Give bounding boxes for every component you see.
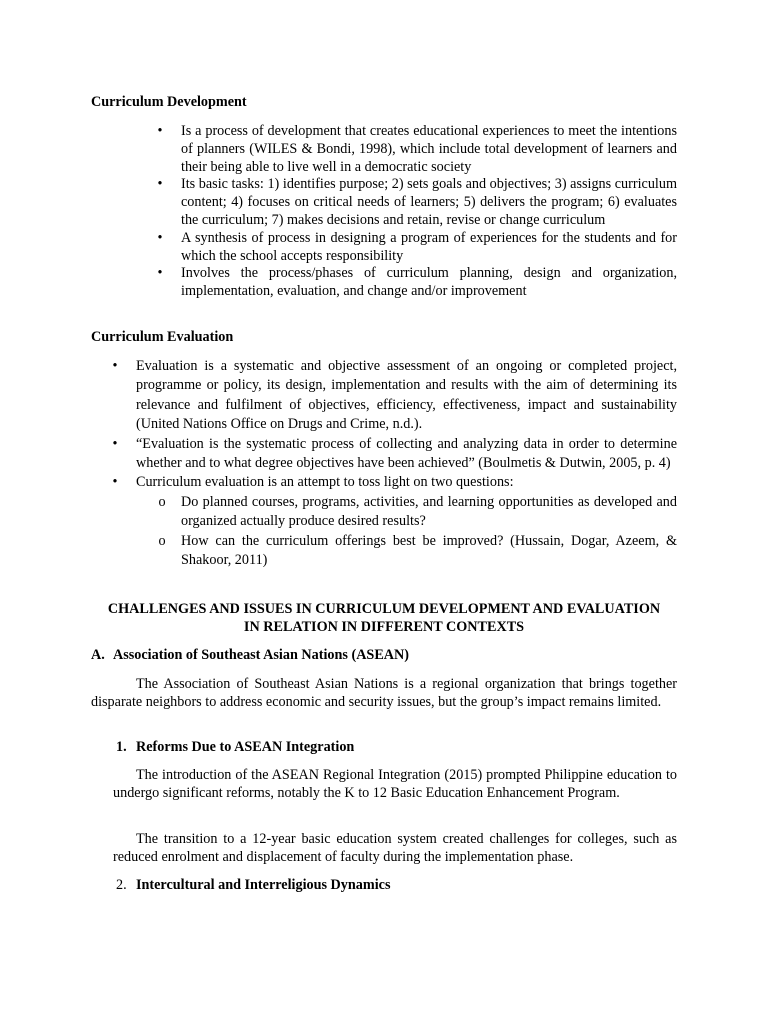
challenges-title-line2: IN RELATION IN DIFFERENT CONTEXTS	[243, 618, 525, 635]
list-item	[110, 435, 677, 474]
sub-list-item	[110, 532, 677, 571]
list-item-text: Involves the process/phases of curriculum planning, design and organization, implementation, evaluation, and change and/or improvement	[181, 265, 677, 300]
list-item	[155, 123, 677, 176]
item2-title: Intercultural and Interreligious Dynamics	[136, 877, 391, 893]
challenges-title-line1: CHALLENGES AND ISSUES IN CURRICULUM DEVELOPMENT AND EVALUATION	[107, 601, 661, 617]
list-item-text: A synthesis of process in designing a program of experiences for the students and for which the school accepts responsibility	[181, 229, 677, 264]
list-item	[155, 230, 677, 266]
section-a-paragraph: The Association of Southeast Asian Nations is a regional organization that brings together disparate neighbors to address economic and security issues, but the group’s impact remains limited.	[91, 676, 677, 710]
bullet-icon: •	[112, 358, 118, 374]
list-item	[110, 357, 677, 435]
list-item-text: Evaluation is a systematic and objective assessment of an ongoing or completed project, programme or policy, its design, implementation and results with the aim of determining its relevance and fulfilment of objectives, efficiency, effectiveness, impact and sustainability (United Nations Office on Drugs and Crime, n.d.).	[136, 358, 677, 433]
curriculum-development-list	[155, 123, 677, 301]
list-item-text: Is a process of development that creates educational experiences to meet the intentions of planners (WILES & Bondi, 1998), which include total development of learners and their being able to live well in a democratic society	[181, 123, 677, 175]
heading-curriculum-development: Curriculum Development	[91, 94, 247, 110]
item1-title: Reforms Due to ASEAN Integration	[136, 739, 355, 755]
bullet-icon: •	[112, 474, 118, 491]
curriculum-evaluation-list	[110, 357, 677, 570]
challenges-title	[80, 601, 688, 637]
list-item-text: Curriculum evaluation is an attempt to toss light on two questions:	[136, 474, 514, 491]
sub-list-item	[110, 493, 677, 532]
item2-marker: 2.	[116, 877, 127, 893]
sub-bullet-icon: o	[158, 493, 166, 510]
item1-paragraph2: The transition to a 12-year basic education system created challenges for colleges, such as reduced enrolment and displacement of faculty during the implementation phase.	[113, 831, 677, 865]
list-item	[110, 473, 677, 492]
bullet-icon: •	[157, 229, 163, 246]
bullet-icon: •	[157, 265, 163, 282]
sub-list-item-text: Do planned courses, programs, activities, and learning opportunities as developed and organized actually produce desired results?	[181, 493, 677, 530]
bullet-icon: •	[112, 435, 118, 452]
list-item-text: Its basic tasks: 1) identifies purpose; 2) sets goals and objectives; 3) assigns curriculum content; 4) focuses on critical needs of learners; 5) delivers the program; 6) evaluates the curriculum; 7) makes decisions and retain, revise or change curriculum	[181, 176, 677, 228]
item1-paragraph1: The introduction of the ASEAN Regional Integration (2015) prompted Philippine education to undergo significant reforms, notably the K to 12 Basic Education Enhancement Program.	[113, 767, 677, 801]
item1-marker: 1.	[116, 739, 127, 755]
sub-list-item-text: How can the curriculum offerings best be improved? (Hussain, Dogar, Azeem, & Shakoor, 2011)	[181, 532, 677, 569]
bullet-icon: •	[157, 123, 163, 139]
list-item	[155, 176, 677, 229]
heading-curriculum-evaluation: Curriculum Evaluation	[91, 329, 234, 345]
section-a-marker: A.	[91, 647, 105, 663]
bullet-icon: •	[157, 176, 163, 193]
list-item	[155, 265, 677, 301]
sub-bullet-icon: o	[158, 532, 166, 549]
list-item-text: “Evaluation is the systematic process of collecting and analyzing data in order to determine whether and to what degree objectives have been achieved” (Boulmetis & Dutwin, 2005, p. 4)	[136, 435, 677, 472]
section-a-title: Association of Southeast Asian Nations (ASEAN)	[113, 647, 410, 663]
